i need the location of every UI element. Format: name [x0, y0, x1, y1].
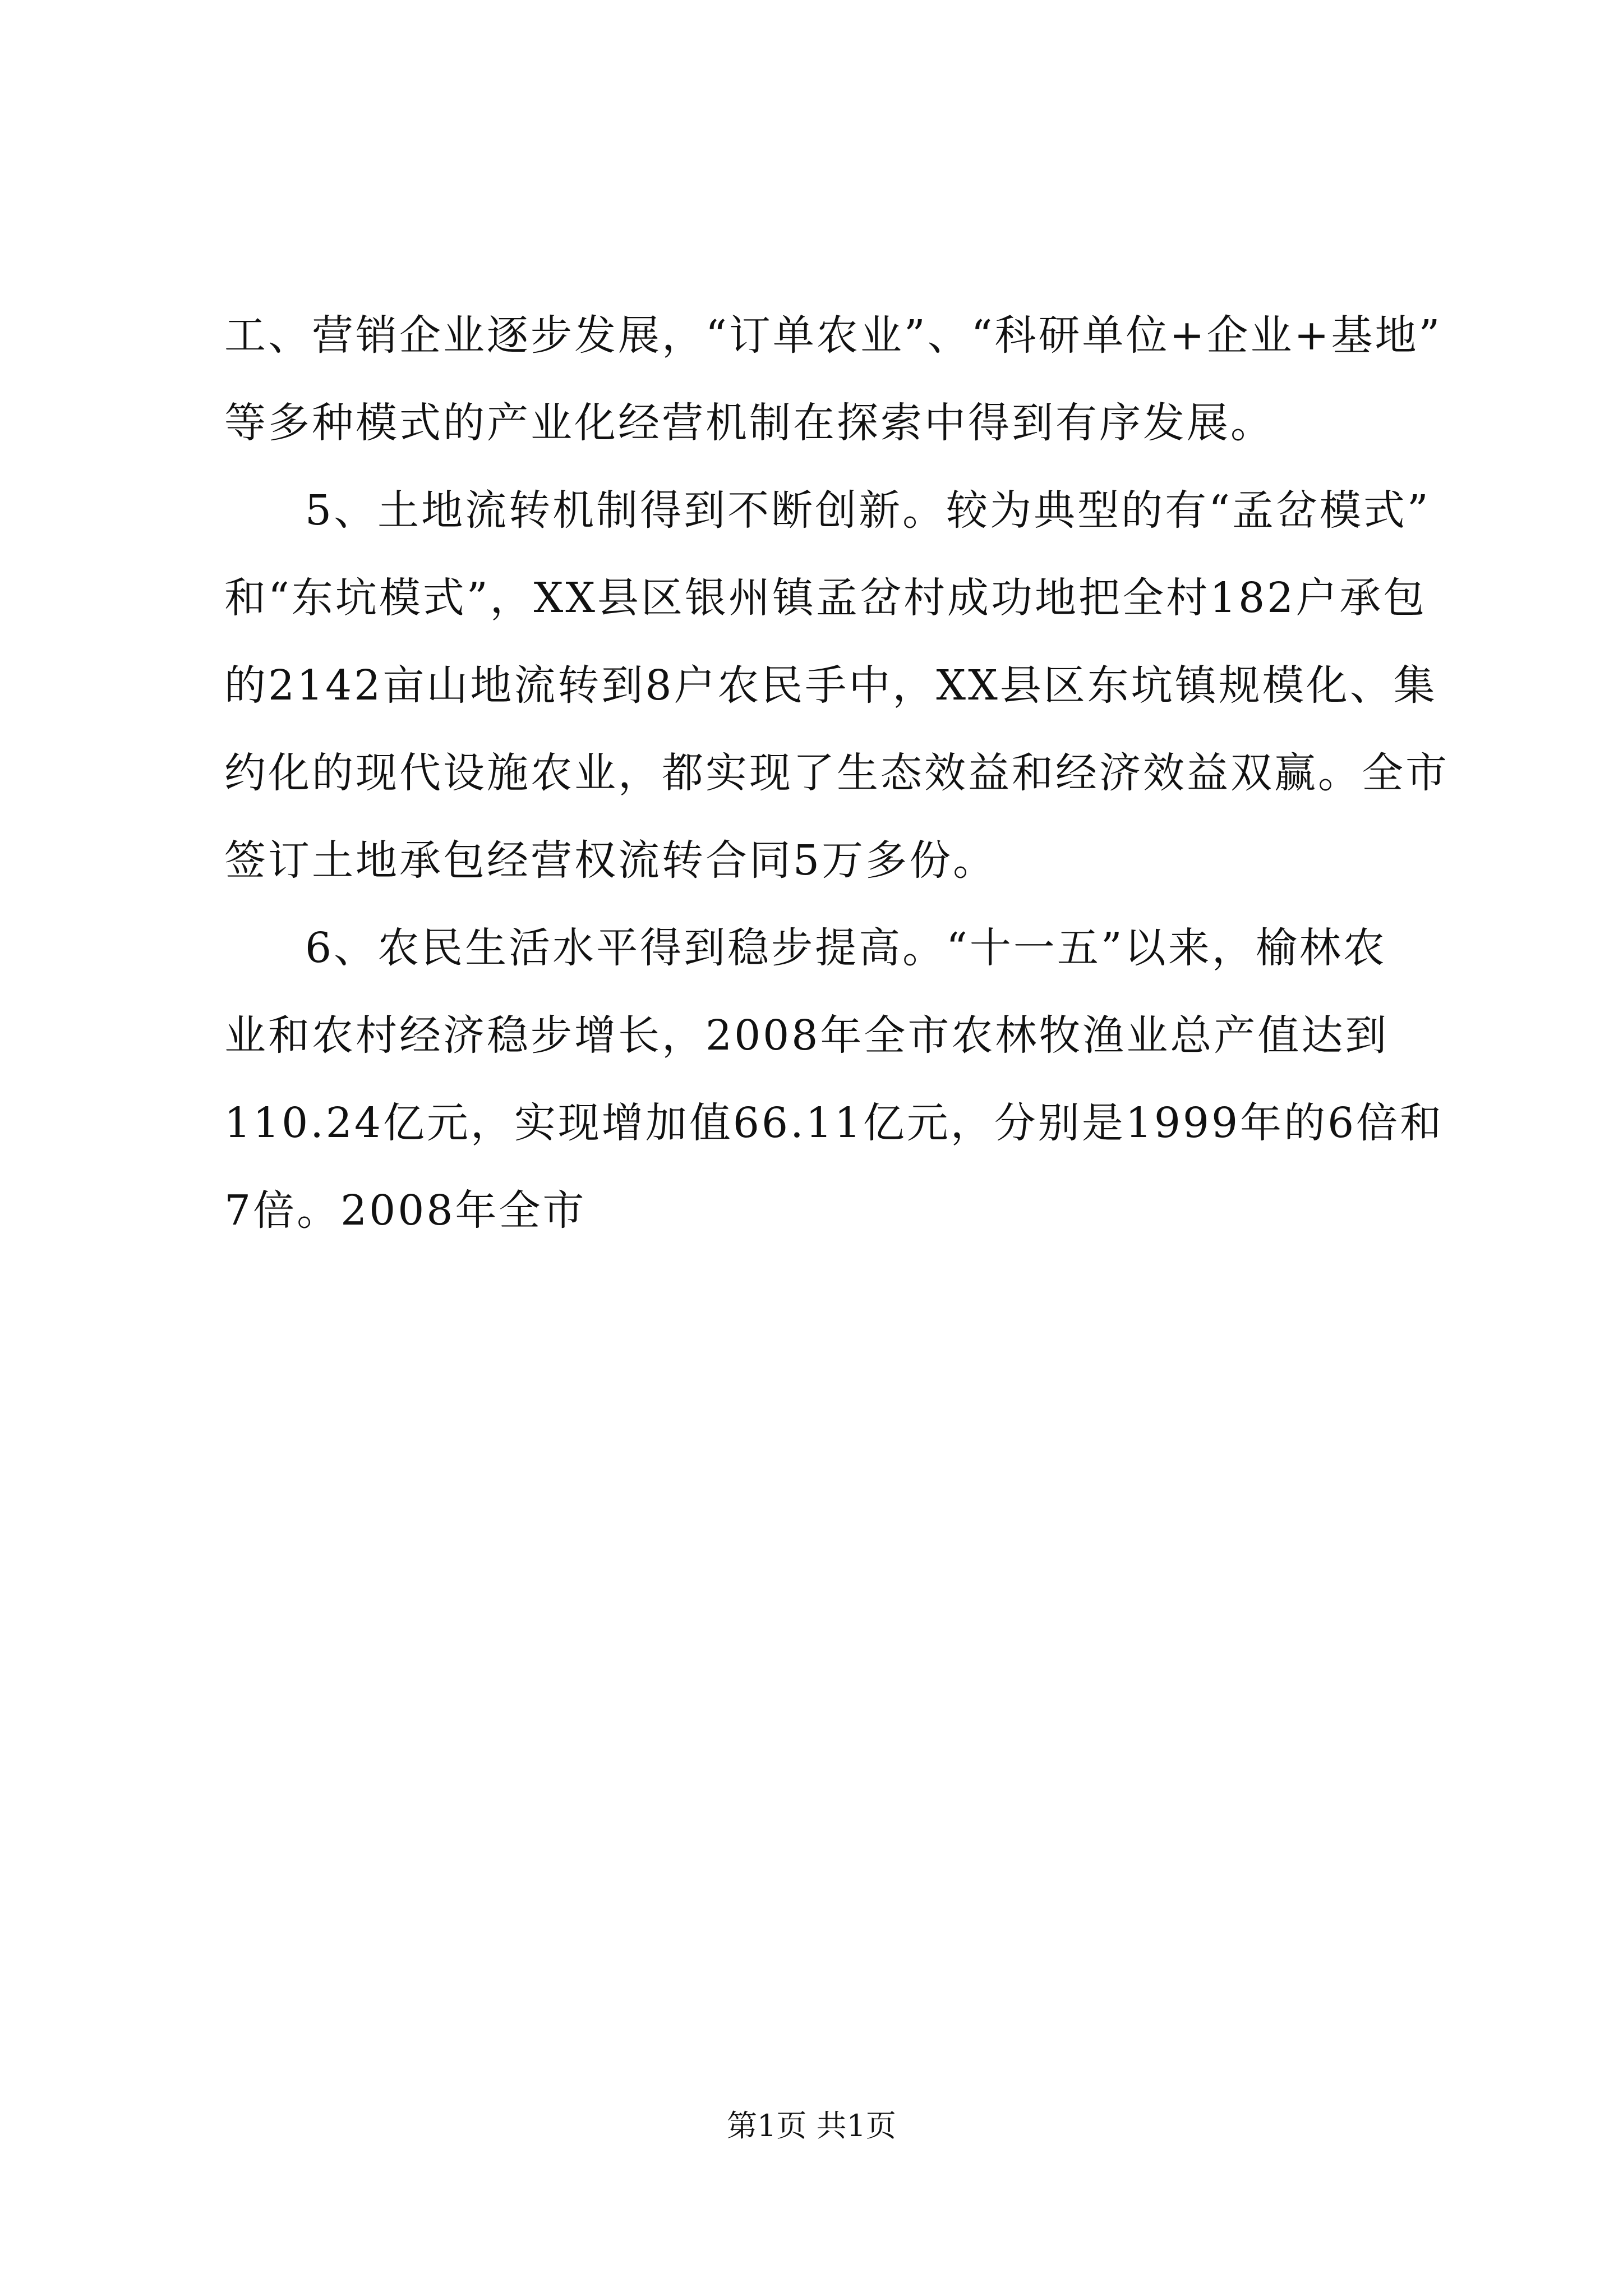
text-line: 等多种模式的产业化经营机制在探索中得到有序发展。 — [224, 399, 1274, 447]
page-footer: 第1页 共1页 — [727, 2108, 896, 2143]
text-line: 7倍。2008年全市 — [224, 1186, 587, 1235]
text-line: 业和农村经济稳步增长，2008年全市农林牧渔业总产值达到 — [224, 1011, 1389, 1060]
text-line: 约化的现代设施农业，都实现了生态效益和经济效益双赢。全市 — [224, 749, 1449, 797]
text-line: 110.24亿元，实现增加值66.11亿元，分别是1999年的6倍和 — [224, 1099, 1444, 1147]
document-body — [224, 292, 1449, 1254]
text-line: 签订土地承包经营权流转合同5万多份。 — [224, 836, 997, 885]
text-line: 和“东坑模式”，XX县区银州镇孟岔村成功地把全村182户承包 — [224, 574, 1427, 622]
paragraph-start-line: 5、土地流转机制得到不断创新。较为典型的有“孟岔模式” — [305, 486, 1431, 535]
text-line: 工、营销企业逐步发展，“订单农业”、“科研单位+企业+基地” — [224, 311, 1442, 360]
paragraph-start-line: 6、农民生活水平得到稳步提高。“十一五”以来，榆林农 — [305, 924, 1387, 972]
text-line: 的2142亩山地流转到8户农民手中，XX县区东坑镇规模化、集 — [224, 661, 1437, 710]
